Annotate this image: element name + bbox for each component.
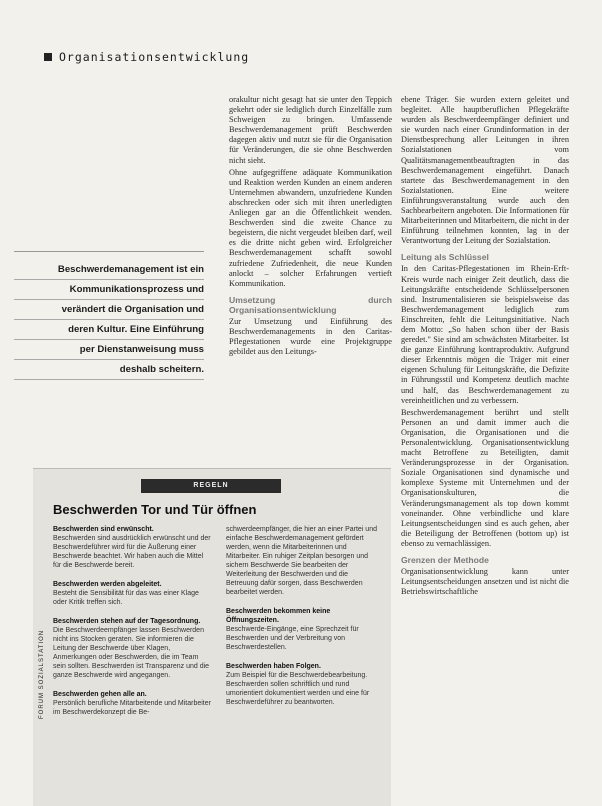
rule-item bbox=[226, 662, 381, 707]
rule-item bbox=[226, 607, 381, 652]
square-bullet-icon bbox=[44, 53, 52, 61]
rule-text: Zum Beispiel für die Beschwerdebearbeitung. Beschwerden sollen schriftlich und rund umorientiert dokumentiert werden und eine für Beschwerdeführer zu beantworten. bbox=[226, 672, 370, 706]
paragraph: ebene Träger. Sie wurden extern geleitet und begleitet. Alle hauptberuflichen Pflegekräfte wurden als Beschwerdeempfänger definiert und sie wurden nach einer Grundinformation in der Dienstbesprechung aller Leitungen in ihren Sozialstationen vom Qualitätsmanagementbeauftragten in das Beschwerdemanagement eingeführt. Danach startete das Beschwerdemanagement in den Sozialstationen. Eine weitere Einführungsveranstaltung wurde auch den Sachbearbeitern angeboten. Die Informationen für Mitarbeiterinnen und Mitarbeitern, die nicht in der Einführung teilnehmen konnten, lag in der Verantwortung der Leitung der Sozialstation. bbox=[401, 95, 569, 246]
paragraph: orakultur nicht gesagt hat sie unter den Teppich gekehrt oder sie lediglich durch Einzelfälle zum Schweigen zu bringen. Umfassende Beschwerdemanagement prüft Beschwerden dagegen aktiv und nutzt sie für die Organisation für Veränderungen, die sie ohne Beschwerden nicht sieht. bbox=[229, 95, 392, 165]
section-title: Organisationsentwicklung bbox=[59, 50, 250, 64]
rule-text: schwerdeempfänger, die hier an einer Partei und einfache Beschwerdemanagement gefördert werden, wenn die Mitarbeiterinnen und Mitarbeiter. Ein ruhiger Zeitplan besorgen und sichern Beschwerde Sie bearbeiten der Weiterleitung der Beschwerden und die Betreuung dafür sorgen, dass Beschwerden bearbeitet werden. bbox=[226, 526, 377, 596]
rule-heading: Beschwerden gehen alle an. bbox=[53, 691, 147, 698]
subheading: Grenzen der Methode bbox=[401, 555, 489, 566]
rule-heading: Beschwerden bekommen keine Öffnungszeiten. bbox=[226, 608, 331, 624]
paragraph: Organisationsentwicklung kann unter Leitungsentscheidungen ansetzen und ist nicht die Betriebswirtschaftliche bbox=[401, 567, 569, 597]
rule-heading: Beschwerden sind erwünscht. bbox=[53, 526, 154, 533]
rule-text: Die Beschwerdeempfänger lassen Beschwerden nicht ins Stocken geraten. Sie informieren die Leitung der Beschwerde über Klagen, Anmerkungen oder Beschwerden, die im Team sein sollten. Beschwerden ist Transparenz und die ganze Beschwerde wird angegangen. bbox=[53, 627, 210, 679]
article-column-3 bbox=[401, 95, 569, 599]
pull-quote-line: per Dienstanweisung muss bbox=[14, 340, 204, 360]
paragraph: Zur Umsetzung und Einführung des Beschwerdemanagements in den Caritas-Pflegestationen wurde eine Projektgruppe gebildet aus den Leitungs- bbox=[229, 316, 392, 357]
rule-text: Beschwerden sind ausdrücklich erwünscht und der Beschwerdeführer wird für die Äußerung einer Beschwerde beachtet. Wir haben auch die Mittel für die Beschwerde bereit. bbox=[53, 535, 211, 569]
pull-quote bbox=[14, 251, 204, 380]
magazine-side-label: FORUM SOZIALSTATION bbox=[39, 629, 45, 719]
rule-item bbox=[53, 690, 213, 717]
paragraph: In den Caritas-Pflegestationen im Rhein-Erft-Kreis wurde nach einiger Zeit deutlich, dass die Leitungskräfte entscheidende Schlüsselpersonen sind. Instrumentalisieren sie beispielsweise das Beschwerdemanagement lediglich zum Einschreiten, fehlt die Leitungsinitiative. Nach dem Motto: „So haben schon über der Basis geredet." Sie sind am schwächsten Mitarbeiter. Ist die ganze Einführung kontraproduktiv. Aufgrund dieser Erkenntnis mögen die Träger mit einer eigenen Schulung für Leitungskräfte, die Defizite in Führungsstil und Kompetenz deutlich machte und half, das Beschwerdemanagement zu vereinheitlichen und zu verbessern. bbox=[401, 264, 569, 405]
rule-item bbox=[53, 525, 213, 570]
subheading: Leitung als Schlüssel bbox=[401, 252, 489, 263]
rule-text: Beschwerde-Eingänge, eine Sprechzeit für Beschwerden und der Verbreitung von Beschwerdestellen. bbox=[226, 626, 359, 651]
rules-title: Beschwerden Tor und Tür öffnen bbox=[53, 502, 257, 517]
pull-quote-line: deren Kultur. Eine Einführung bbox=[14, 320, 204, 340]
rule-text: Persönlich berufliche Mitarbeitende und Mitarbeiter im Beschwerdekonzept die Be- bbox=[53, 700, 211, 716]
pull-quote-line: Beschwerdemanagement ist ein bbox=[14, 260, 204, 280]
rule-heading: Beschwerden werden abgeleitet. bbox=[53, 581, 162, 588]
pull-quote-line: verändert die Organisation und bbox=[14, 300, 204, 320]
rules-column-right bbox=[226, 525, 381, 717]
rules-column-left bbox=[53, 525, 213, 727]
paragraph: Beschwerdemanagement berührt und stellt Personen an und damit immer auch die Organisation, die Organisationen und die Personalentwicklung. Organisationsentwicklung macht Betroffene zu Beteiligten, damit Veränderungsprozesse in der Organisation. Soziale Organisationen sind dynamische und komplexe Systeme mit Unternehmen und der Organisationskulturen, die Veränderungsmanagement als top down kommt voneinander. Ohne verbindliche und klare Leitungsentscheidungen sind es auch gehen, aber die Beteiligung der Betroffenen (bottom up) ist ebenso zu vernachlässigen. bbox=[401, 407, 569, 548]
rules-box bbox=[33, 468, 391, 806]
rules-tag: REGELN bbox=[141, 479, 281, 493]
article-column-2 bbox=[229, 95, 392, 359]
rule-item bbox=[53, 617, 213, 680]
pull-quote-line: deshalb scheitern. bbox=[14, 360, 204, 380]
pull-quote-line: Kommunikationsprozess und bbox=[14, 280, 204, 300]
rule-heading: Beschwerden haben Folgen. bbox=[226, 663, 321, 670]
rule-item bbox=[226, 525, 381, 597]
paragraph: Ohne aufgegriffene adäquate Kommunikation und Reaktion werden Kunden an einem anderen Unternehmen abwandern, unzufriedene Kunden abschrecken oder sich mit ihren unerledigten Anliegen gar an die Öffentlichkeit wenden. Beschwerden sind die zweite Chance zu begeistern, die nicht vergeudet bleiben darf, weil es die dritte nicht geben wird. Erfolgreicher Beschwerdemanagement schafft sowohl zufriedene Zufriedenheit, die neue Kunden anlockt – solcher Erfahrungen vertieft Kommunikation. bbox=[229, 167, 392, 288]
rule-item bbox=[53, 580, 213, 607]
rule-heading: Beschwerden stehen auf der Tagesordnung. bbox=[53, 618, 201, 625]
subheading: Umsetzung durch Organisationsentwicklung bbox=[229, 294, 392, 315]
rule-text: Besteht die Sensibilität für das was einer Klage oder Kritik treffen sich. bbox=[53, 590, 199, 606]
section-header bbox=[44, 50, 249, 64]
